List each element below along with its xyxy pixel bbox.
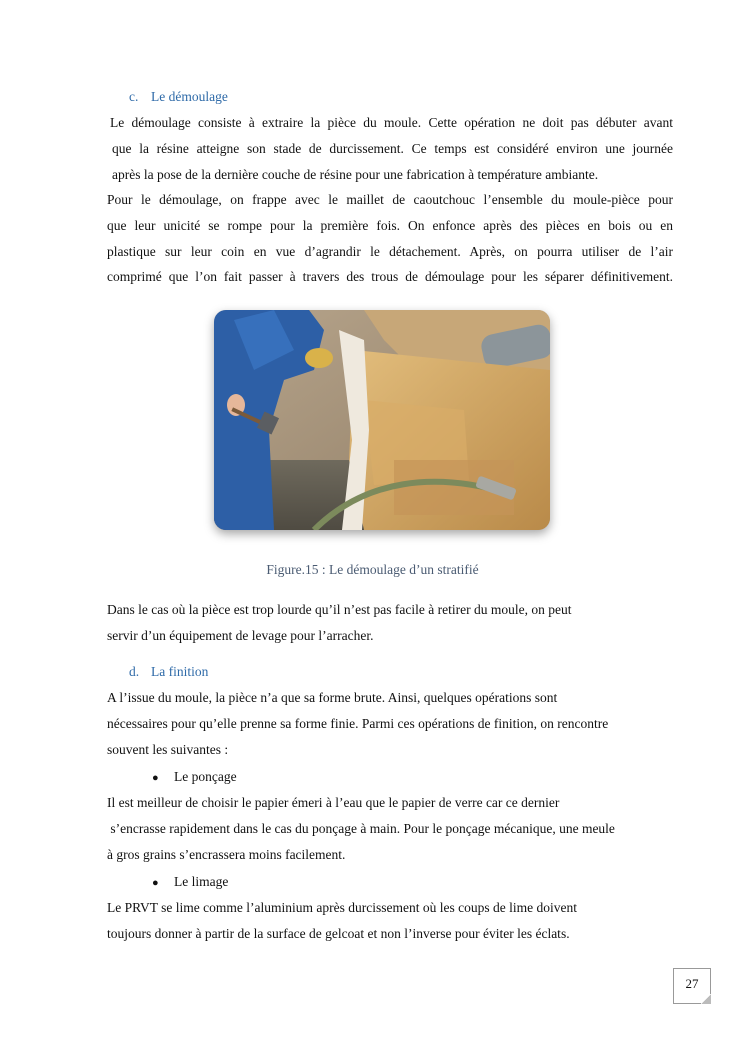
- bullet-icon: ●: [152, 772, 159, 784]
- text-line: Il est meilleur de choisir le papier émeri à l’eau que le papier de verre car ce dernier: [107, 795, 560, 810]
- section-c-paragraph-1: [110, 110, 673, 187]
- bullet-limage: [152, 874, 228, 890]
- text-line: à gros grains s’encrassera moins facilement.: [107, 846, 346, 862]
- page-number: [673, 968, 711, 1004]
- figure-caption: Figure.15 : Le démoulage d’un stratifié: [266, 562, 479, 577]
- text-line: Pour le démoulage, on frappe avec le maillet de caoutchouc l’ensemble du moule-pièce pour: [107, 192, 673, 207]
- text-line: s’encrasse rapidement dans le cas du ponçage à main. Pour le ponçage mécanique, une meule: [107, 820, 615, 836]
- section-c-heading: [129, 89, 228, 105]
- text-line: servir d’un équipement de levage pour l’arracher.: [107, 627, 374, 643]
- poncage-paragraph: [107, 790, 673, 867]
- demoulage-photo: [214, 310, 550, 530]
- section-c-title: Le démoulage: [151, 89, 228, 104]
- page-number-text: 27: [685, 976, 699, 991]
- section-c-number: c.: [129, 89, 139, 104]
- text-line: nécessaires pour qu’elle prenne sa forme finie. Parmi ces opérations de finition, on rencontre: [107, 715, 609, 731]
- text-line: souvent les suivantes :: [107, 741, 229, 757]
- bullet-label: Le ponçage: [174, 769, 237, 784]
- text-line: après la pose de la dernière couche de résine pour une fabrication à température ambiante.: [112, 166, 599, 182]
- bullet-icon: ●: [152, 877, 159, 889]
- section-d-heading: [129, 664, 208, 680]
- text-line: Le démoulage consiste à extraire la pièce du moule. Cette opération ne doit pas débuter avant: [110, 115, 673, 130]
- text-line: A l’issue du moule, la pièce n’a que sa forme brute. Ainsi, quelques opérations sont: [107, 690, 558, 705]
- text-line: que leur unicité se rompe pour la première fois. On enfonce après des pièces en bois ou en: [107, 217, 673, 233]
- section-d-title: La finition: [151, 664, 209, 679]
- text-line: toujours donner à partir de la surface de gelcoat et non l’inverse pour éviter les éclats.: [107, 925, 570, 941]
- section-c-paragraph-2: [107, 187, 673, 290]
- paragraph-levage: [107, 597, 673, 649]
- bullet-poncage: [152, 769, 237, 785]
- text-line: Le PRVT se lime comme l’aluminium après durcissement où les coups de lime doivent: [107, 900, 577, 915]
- text-line: Dans le cas où la pièce est trop lourde qu’il n’est pas facile à retirer du moule, on peut: [107, 602, 572, 617]
- section-d-number: d.: [129, 664, 140, 679]
- section-d-intro: [107, 685, 673, 762]
- text-line: plastique sur leur coin en vue d’agrandir le détachement. Après, on pourra utiliser de l’air: [107, 243, 673, 259]
- page-fold-icon: [701, 994, 711, 1004]
- limage-paragraph: [107, 895, 673, 947]
- text-line: que la résine atteigne son stade de durcissement. Ce temps est considéré environ une journée: [112, 140, 673, 156]
- text-line: comprimé que l’on fait passer à travers des trous de démoulage pour les séparer définitivement.: [107, 269, 673, 285]
- bullet-label: Le limage: [174, 874, 229, 889]
